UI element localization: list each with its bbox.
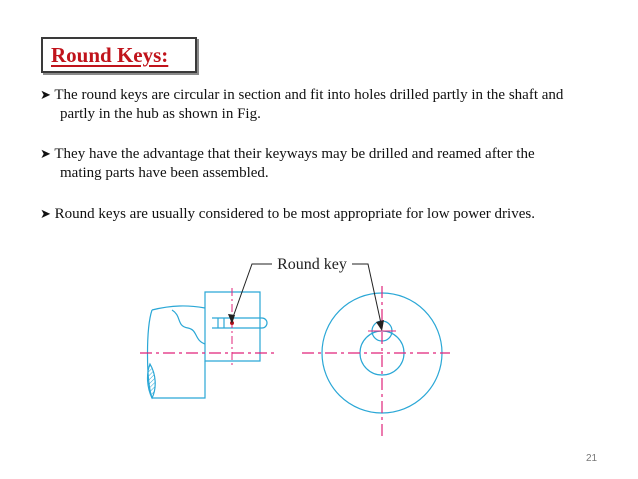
bullet-item xyxy=(40,85,615,124)
break-line xyxy=(172,310,205,344)
bullet-text-line2: mating parts have been assembled. xyxy=(60,165,269,181)
slide-title: Round Keys: xyxy=(51,43,169,67)
page-number: 21 xyxy=(586,453,598,464)
break-hatch xyxy=(148,364,156,398)
arrowhead-bullet-icon: ➤ xyxy=(40,206,51,221)
key-hole xyxy=(212,318,267,328)
bullet-text-line1: They have the advantage that their keyways may be drilled and reamed after the xyxy=(54,146,535,162)
arrowhead-icon xyxy=(228,314,235,324)
arrowhead-bullet-icon: ➤ xyxy=(40,87,51,102)
round-key-label: Round key xyxy=(277,256,347,273)
side-view-drawing xyxy=(148,292,268,398)
shaft-top-edge xyxy=(152,306,205,310)
shaft-bottom-edge xyxy=(152,361,205,398)
title-box xyxy=(41,37,197,73)
leader-right xyxy=(352,264,382,328)
bullet-text-line2: partly in the hub as shown in Fig. xyxy=(60,106,261,122)
bullet-text-line1: The round keys are circular in section and fit into holes drilled partly in the shaft and xyxy=(54,87,564,103)
round-key-figure xyxy=(132,248,462,448)
bullet-item xyxy=(40,144,615,183)
bullet-item xyxy=(40,204,615,224)
bullet-text-line1: Round keys are usually considered to be most appropriate for low power drives. xyxy=(54,206,535,222)
arrowhead-bullet-icon: ➤ xyxy=(40,146,51,161)
